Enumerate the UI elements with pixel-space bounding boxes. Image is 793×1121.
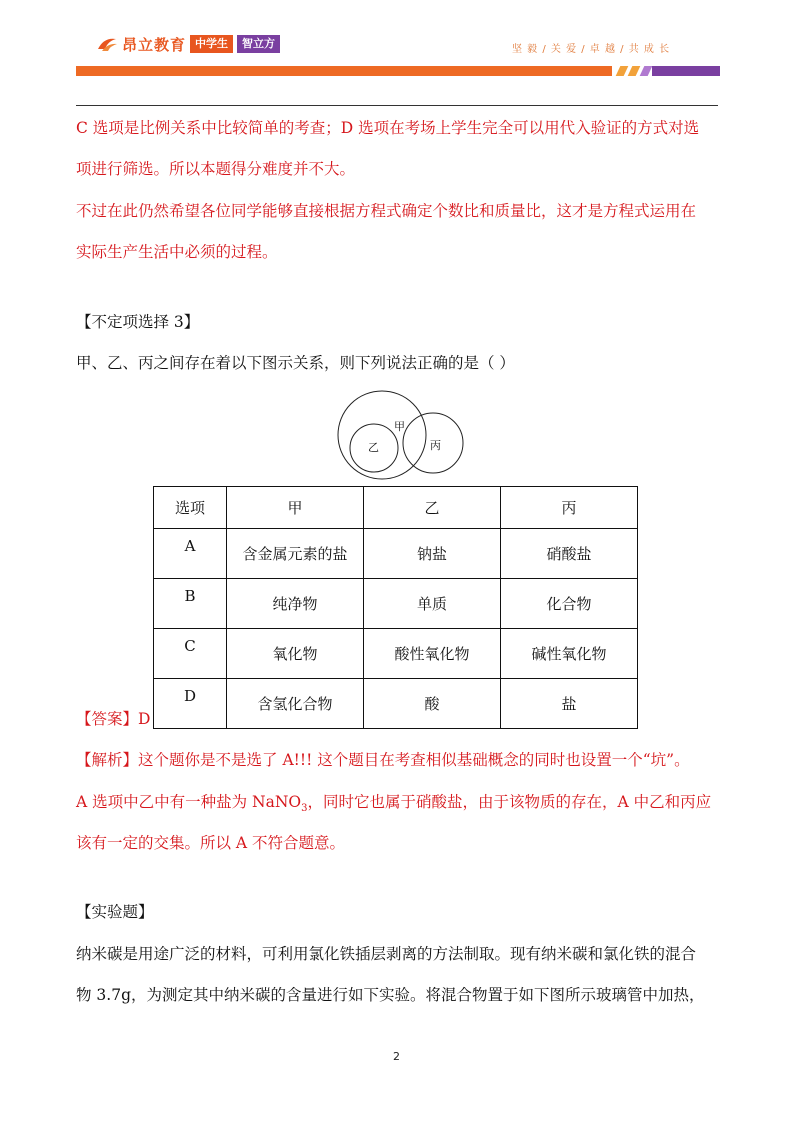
options-table — [153, 486, 638, 729]
venn-label-yi: 乙 — [368, 441, 379, 454]
table-cell: 单质 — [364, 579, 501, 629]
analysis-subscript: 3 — [301, 803, 308, 815]
analysis-text: 这个题你是不是选了 A!!! 这个题目在考查相似基础概念的同时也设置一个“坑”。 — [138, 751, 690, 769]
question-heading: 【不定项选择 3】 — [76, 313, 200, 331]
table-header-row — [154, 487, 638, 529]
table-cell-option: C — [154, 629, 227, 679]
venn-label-bing: 丙 — [430, 439, 441, 452]
venn-label-jia: 甲 — [394, 420, 405, 433]
table-cell-option: A — [154, 529, 227, 579]
header-band-purple — [652, 66, 720, 76]
intro-line: 不过在此仍然希望各位同学能够直接根据方程式确定个数比和质量比，这才是方程式运用在 — [76, 202, 697, 220]
brand-badge-middle-school: 中学生 — [190, 35, 233, 53]
table-cell-option: D — [154, 679, 227, 729]
table-cell: 氧化物 — [227, 629, 364, 679]
table-cell: 酸 — [364, 679, 501, 729]
question-stem: 甲、乙、丙之间存在着以下图示关系，则下列说法正确的是（ ） — [76, 354, 515, 372]
table-cell: 含氢化合物 — [227, 679, 364, 729]
table-cell: 纯净物 — [227, 579, 364, 629]
answer-value: D — [138, 710, 151, 728]
analysis-line — [76, 750, 722, 770]
header-stripe — [628, 66, 641, 76]
answer-label: 【答案】 — [76, 710, 139, 728]
table-cell: 含金属元素的盐 — [227, 529, 364, 579]
header-slogan: 坚 毅 / 关 爱 / 卓 越 / 共 成 长 — [512, 44, 671, 55]
table-row — [154, 529, 638, 579]
answer-line — [76, 709, 722, 729]
header-stripe — [616, 66, 629, 76]
table-cell: 钠盐 — [364, 529, 501, 579]
header-stripe — [640, 66, 653, 76]
experiment-line: 纳米碳是用途广泛的材料，可利用氯化铁插层剥离的方法制取。现有纳米碳和氯化铁的混合 — [76, 945, 697, 963]
brand-name: 昂立教育 — [122, 35, 187, 54]
page-header — [0, 0, 793, 110]
table-row — [154, 629, 638, 679]
experiment-heading: 【实验题】 — [76, 903, 154, 921]
table-row — [154, 579, 638, 629]
venn-diagram — [330, 390, 466, 480]
table-header-cell: 甲 — [227, 487, 364, 529]
analysis-label: 【解析】 — [76, 751, 139, 769]
table-cell: 酸性氧化物 — [364, 629, 501, 679]
intro-line: 项进行筛选。所以本题得分难度并不大。 — [76, 160, 356, 178]
analysis-line: 该有一定的交集。所以 A 不符合题意。 — [76, 834, 346, 852]
brand-badge-zhilifang: 智立方 — [237, 35, 280, 53]
table-header-cell: 乙 — [364, 487, 501, 529]
intro-line: 实际生产生活中必须的过程。 — [76, 243, 278, 261]
analysis-text: ，同时它也属于硝酸盐，由于该物质的存在，A 中乙和丙应 — [307, 793, 712, 811]
header-rule — [76, 105, 718, 106]
table-cell-option: B — [154, 579, 227, 629]
table-cell: 化合物 — [501, 579, 638, 629]
table-header-cell: 选项 — [154, 487, 227, 529]
analysis-line — [76, 792, 722, 819]
table-cell: 硝酸盐 — [501, 529, 638, 579]
intro-line: C 选项是比例关系中比较简单的考查；D 选项在考场上学生完全可以用代入验证的方式对选 — [76, 119, 700, 137]
brand-mark-icon — [96, 35, 118, 53]
table-header-cell: 丙 — [501, 487, 638, 529]
page-number: 2 — [393, 1050, 400, 1063]
header-band-orange — [76, 66, 612, 76]
experiment-line: 物 3.7g，为测定其中纳米碳的含量进行如下实验。将混合物置于如下图所示玻璃管中加热， — [76, 986, 705, 1004]
table-cell: 碱性氧化物 — [501, 629, 638, 679]
table-cell: 盐 — [501, 679, 638, 729]
brand-logo — [96, 33, 280, 55]
analysis-text: A 选项中乙中有一种盐为 NaNO — [76, 793, 302, 811]
